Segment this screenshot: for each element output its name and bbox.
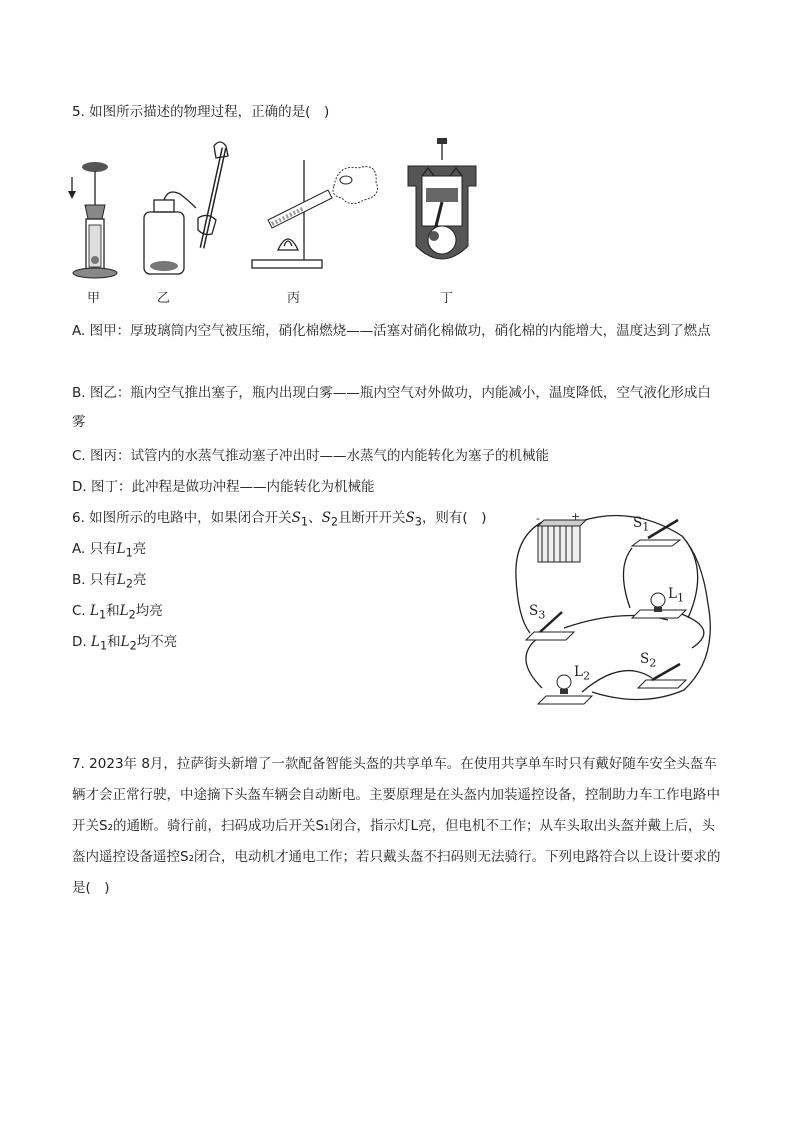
fig-label-ding: 丁 — [440, 291, 454, 306]
q5-option-b: B. 图乙：瓶内空气推出塞子，瓶内出现白雾——瓶内空气对外做功，内能减小，温度降低，空气液化形成白雾 — [72, 385, 711, 430]
battery-plus-label: + — [571, 510, 581, 523]
fig-label-bing: 丙 — [287, 291, 301, 306]
q6-option-a: A. 只有$L_1$亮 — [72, 541, 147, 560]
q6-option-b: B. 只有$L_2$亮 — [72, 572, 147, 591]
fig-bing-test-tube-stand — [248, 150, 378, 272]
q6-stem: 6. 如图所示的电路中，如果闭合开关$S_1$、$S_2$且断开开关$S_3$，则有( ) — [72, 510, 487, 529]
q6-option-c: C. $L_1$和$L_2$均亮 — [72, 603, 163, 622]
fig-jia-compression-cylinder — [62, 155, 132, 285]
circuit-label-l2: $L_2$ — [574, 664, 591, 683]
fig-label-yi: 乙 — [157, 291, 171, 306]
fig-label-jia: 甲 — [87, 291, 101, 306]
circuit-label-s1: $S_1$ — [633, 515, 650, 534]
circuit-label-s3: $S_3$ — [529, 603, 546, 622]
battery-minus-label: - — [536, 512, 540, 525]
fig-ding-engine-cylinder — [404, 136, 480, 276]
battery-icon — [538, 520, 586, 562]
fig-yi-bottle-pump — [140, 138, 240, 278]
circuit-label-s2: $S_2$ — [640, 651, 657, 670]
q5-option-a: A. 图甲：厚玻璃筒内空气被压缩，硝化棉燃烧——活塞对硝化棉做功，硝化棉的内能增大，温度达到了燃点 — [72, 323, 711, 339]
circuit-label-l1: $L_1$ — [668, 586, 685, 605]
q7-text: 7. 2023年 8月，拉萨街头新增了一款配备智能头盔的共享单车。在使用共享单车时只有戴好随车安全头盔车辆才会正常行驶，中途摘下头盔车辆会自动断电。主要原理是在头盔内加装遥控设备，控制助力车工作电路中开关S₂的通断。骑行前，扫码成功后开关S₁闭合，指示灯L亮，但电机不工作；从车头取出头盔并戴上后，头盔内遥控设备遥控S₂闭合，电动机才通电工作；若只戴头盔不扫码则无法骑行。下列电路符合以上设计要求的是( ) — [72, 756, 721, 896]
q5-option-c: C. 图丙：试管内的水蒸气推动塞子冲出时——水蒸气的内能转化为塞子的机械能 — [72, 448, 550, 464]
q5-option-d: D. 图丁：此冲程是做功冲程——内能转化为机械能 — [72, 479, 375, 495]
q6-option-d: D. $L_1$和$L_2$均不亮 — [72, 634, 178, 653]
q5-stem: 5. 如图所示描述的物理过程，正确的是( ) — [72, 104, 330, 120]
